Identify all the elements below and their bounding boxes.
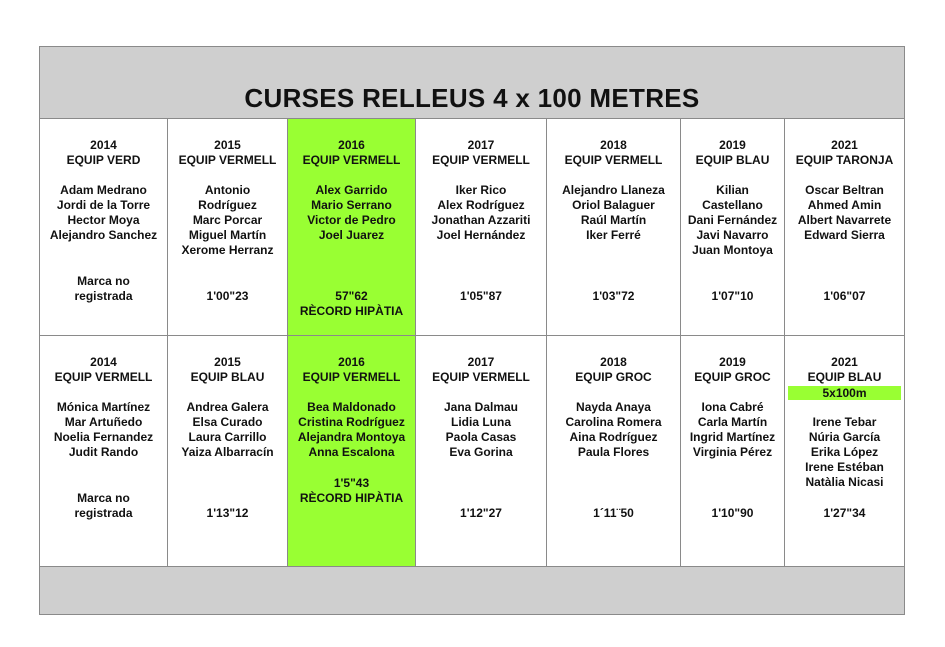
runner-name: Jana Dalmau <box>443 400 519 414</box>
runner-name: Andrea Galera <box>186 400 269 414</box>
time-mark <box>168 289 287 304</box>
runner-name: Aina Rodríguez <box>569 430 658 444</box>
time-mark <box>288 476 415 506</box>
team-cell-2016-girls <box>288 336 416 567</box>
record-label: RÈCORD HIPÀTIA <box>299 491 404 505</box>
year-label: 2019 <box>719 355 746 369</box>
runner-list <box>785 183 904 243</box>
team-label: EQUIP VERMELL <box>302 153 401 167</box>
year-label: 2014 <box>90 355 117 369</box>
team-label: EQUIP GROC <box>575 370 652 384</box>
cell-header <box>785 355 904 400</box>
team-cell-2014-girls <box>40 336 168 567</box>
runner-list <box>40 400 167 460</box>
time-mark <box>681 506 784 521</box>
time-mark <box>168 506 287 521</box>
time-mark <box>416 289 546 304</box>
runner-list <box>547 400 680 460</box>
team-label: EQUIP BLAU <box>190 370 265 384</box>
runner-name: Oscar Beltran <box>805 183 884 197</box>
runner-name: Jonathan Azzariti <box>431 213 531 227</box>
team-cell-2018-boys <box>547 119 681 336</box>
runner-name: Oriol Balaguer <box>572 198 655 212</box>
time-value: 1'03"72 <box>592 289 635 303</box>
team-cell-2021-girls <box>785 336 904 567</box>
time-value: 1'5"43 <box>333 476 370 490</box>
year-label: 2015 <box>214 355 241 369</box>
year-label: 2018 <box>600 355 627 369</box>
runner-list <box>416 400 546 460</box>
cell-header <box>547 355 680 385</box>
time-mark <box>40 491 167 521</box>
runner-name: Iker Rico <box>455 183 507 197</box>
runner-name: Adam Medrano <box>60 183 147 197</box>
runner-name: Mar Artuñedo <box>64 415 143 429</box>
team-cell-2016-boys <box>288 119 416 336</box>
runner-name: Judit Rando <box>68 445 139 459</box>
runner-name: Laura Carrillo <box>188 430 267 444</box>
record-label: RÈCORD HIPÀTIA <box>299 304 404 318</box>
time-value: 1'05"87 <box>460 289 502 303</box>
year-label: 2017 <box>467 355 495 369</box>
team-label: EQUIP BLAU <box>695 153 770 167</box>
runner-name: Marc Porcar <box>192 213 263 227</box>
cell-header <box>416 138 546 168</box>
runner-list <box>288 183 415 243</box>
runner-list <box>547 183 680 243</box>
team-cell-2021-boys <box>785 119 904 336</box>
team-label: EQUIP VERMELL <box>564 153 663 167</box>
runner-list <box>681 183 784 258</box>
runner-list <box>416 183 546 243</box>
runner-name: Paola Casas <box>445 430 517 444</box>
record-label: registrada <box>74 506 133 520</box>
runner-name: Bea Maldonado <box>307 400 396 414</box>
runner-name: Castellano <box>702 198 763 212</box>
cell-header <box>288 355 415 385</box>
runner-name: Dani Fernández <box>687 213 778 227</box>
runner-name: Cristina Rodríguez <box>298 415 405 429</box>
year-label: 2017 <box>467 138 495 152</box>
cell-header <box>168 355 287 385</box>
runner-name: Edward Sierra <box>804 228 885 242</box>
runner-name: Juan Montoya <box>692 243 773 257</box>
runner-name: Mónica Martínez <box>56 400 151 414</box>
time-value: 57"62 <box>335 289 368 303</box>
team-cell-2015-boys <box>168 119 288 336</box>
runner-name: Mario Serrano <box>311 198 392 212</box>
team-label: EQUIP VERD <box>66 153 141 167</box>
year-label: 2016 <box>338 138 365 152</box>
year-label: 2015 <box>214 138 241 152</box>
runner-name: Alejandro Llaneza <box>562 183 665 197</box>
runner-name: Noelia Fernandez <box>53 430 154 444</box>
page-title: CURSES RELLEUS 4 x 100 METRES <box>244 83 700 113</box>
cell-header <box>40 355 167 385</box>
cell-header <box>681 355 784 385</box>
runner-list <box>168 183 287 258</box>
time-mark <box>547 289 680 304</box>
distance-note: 5x100m <box>788 386 901 400</box>
results-table <box>40 119 904 567</box>
runner-name: Eva Gorina <box>449 445 513 459</box>
footer-band <box>40 566 904 614</box>
runner-name: Elsa Curado <box>192 415 263 429</box>
runner-list <box>40 183 167 243</box>
runner-name: Núria García <box>808 430 881 444</box>
runner-name: Anna Escalona <box>308 445 395 459</box>
team-cell-2019-boys <box>681 119 785 336</box>
time-mark <box>785 289 904 304</box>
runner-name: Irene Tebar <box>812 415 877 429</box>
cell-header <box>288 138 415 168</box>
runner-name: Raúl Martín <box>580 213 647 227</box>
time-value: Marca no <box>77 274 130 288</box>
runner-name: Carla Martín <box>697 415 768 429</box>
year-label: 2021 <box>831 138 858 152</box>
runner-name: Erika López <box>810 445 879 459</box>
team-label: EQUIP VERMELL <box>432 370 530 384</box>
time-mark <box>288 289 415 319</box>
runner-list <box>288 400 415 460</box>
team-cell-2014-boys <box>40 119 168 336</box>
runner-name: Jordi de la Torre <box>56 198 151 212</box>
runner-name: Iona Cabré <box>701 400 764 414</box>
runner-name: Albert Navarrete <box>797 213 892 227</box>
runner-name: Ahmed Amin <box>807 198 882 212</box>
team-cell-2018-girls <box>547 336 681 567</box>
team-label: EQUIP VERMELL <box>54 370 153 384</box>
runner-name: Yaiza Albarracín <box>181 445 274 459</box>
cell-header <box>785 138 904 168</box>
year-label: 2021 <box>831 355 858 369</box>
runner-name: Nayda Anaya <box>576 400 651 414</box>
team-label: EQUIP BLAU <box>807 370 882 384</box>
team-label: EQUIP VERMELL <box>302 370 401 384</box>
runner-name: Xerome Herranz <box>181 243 274 257</box>
runner-name: Joel Hernández <box>436 228 526 242</box>
time-mark <box>681 289 784 304</box>
time-value: 1'06"07 <box>823 289 866 303</box>
team-cell-2015-girls <box>168 336 288 567</box>
time-value: Marca no <box>77 491 130 505</box>
results-sheet <box>39 46 905 615</box>
runner-name: Lidia Luna <box>451 415 511 429</box>
team-cell-2017-girls <box>416 336 547 567</box>
runner-name: Alejandra Montoya <box>297 430 406 444</box>
time-value: 1'12"27 <box>460 506 502 520</box>
record-label: registrada <box>74 289 133 303</box>
runner-name: Alex Rodríguez <box>437 198 525 212</box>
cell-header <box>547 138 680 168</box>
runner-name: Alex Garrido <box>315 183 388 197</box>
runner-name: Hector Moya <box>67 213 140 227</box>
runner-name: Alejandro Sanchez <box>49 228 158 242</box>
time-value: 1'07"10 <box>711 289 754 303</box>
runner-name: Virginia Pérez <box>692 445 773 459</box>
title-band <box>40 47 904 119</box>
runner-name: Kilian <box>716 183 749 197</box>
runner-name: Victor de Pedro <box>307 213 396 227</box>
time-value: 1'00"23 <box>206 289 249 303</box>
runner-list <box>785 415 904 490</box>
runner-name: Antonio <box>204 183 251 197</box>
year-label: 2019 <box>719 138 746 152</box>
team-cell-2019-girls <box>681 336 785 567</box>
runner-name: Iker Ferré <box>586 228 641 242</box>
runner-name: Joel Juarez <box>318 228 385 242</box>
cell-header <box>168 138 287 168</box>
year-label: 2016 <box>338 355 365 369</box>
runner-list <box>681 400 784 460</box>
runner-name: Paula Flores <box>577 445 650 459</box>
team-cell-2017-boys <box>416 119 547 336</box>
time-value: 1´11¨50 <box>593 506 634 520</box>
runner-name: Rodríguez <box>198 198 257 212</box>
time-value: 1'10"90 <box>711 506 754 520</box>
cell-header <box>416 355 546 385</box>
year-label: 2018 <box>600 138 627 152</box>
team-label: EQUIP GROC <box>694 370 771 384</box>
runner-name: Miguel Martín <box>188 228 267 242</box>
runner-name: Javi Navarro <box>696 228 769 242</box>
cell-header <box>40 138 167 168</box>
time-mark <box>40 274 167 304</box>
year-label: 2014 <box>90 138 117 152</box>
runner-name: Ingrid Martínez <box>689 430 776 444</box>
runner-name: Carolina Romera <box>565 415 662 429</box>
team-label: EQUIP TARONJA <box>795 153 894 167</box>
cell-header <box>681 138 784 168</box>
runner-list <box>168 400 287 460</box>
runner-name: Natàlia Nicasi <box>805 475 884 489</box>
team-label: EQUIP VERMELL <box>432 153 530 167</box>
runner-name: Irene Estéban <box>805 460 884 474</box>
time-value: 1'13"12 <box>206 506 249 520</box>
time-mark <box>416 506 546 521</box>
team-label: EQUIP VERMELL <box>178 153 277 167</box>
time-value: 1'27"34 <box>823 506 866 520</box>
time-mark <box>785 506 904 521</box>
time-mark <box>547 506 680 521</box>
